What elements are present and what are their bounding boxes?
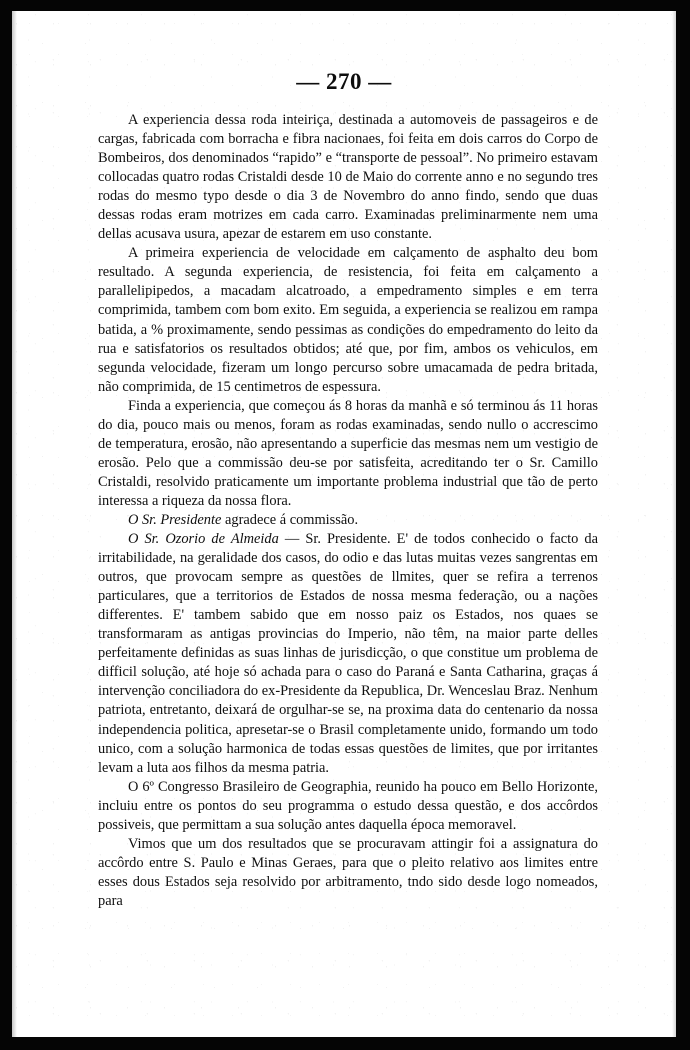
- document-page: [12, 11, 676, 1037]
- speaker-name: O Sr. Ozorio de Almeida: [128, 531, 279, 548]
- text-column: [98, 111, 598, 911]
- paragraph: O 6º Congresso Brasileiro de Geographia, reunido ha pouco em Bello Horizonte, incluiu entre os pontos do seu programma o estudo dessa questão, e dos accôrdos possiveis, que permittam a sua solução antes daquella época memoravel.: [98, 778, 598, 833]
- paragraph: Finda a experiencia, que começou ás 8 horas da manhã e só terminou ás 11 horas do dia, pouco mais ou menos, foram as rodas examinadas, sendo nullo o accrescimo de temperatura, erosão, não apresentando a superficie das mesmas nem um vestigio de erosão. Pelo que a commissão deu-se por satisfeita, acreditando ter o Sr. Camillo Cristaldi, resolvido praticamente um importante problema industrial que tão de perto interessa a riqueza da nossa flora.: [98, 397, 598, 509]
- speech-paragraph: [98, 530, 598, 778]
- paragraph: A primeira experiencia de velocidade em calçamento de asphalto deu bom resultado. A segunda experiencia, de resistencia, foi feita em calçamento a parallelipipedos, a macadam alcatroado, a empedramento simples e em terra comprimida, tambem com bom exito. Em seguida, a experiencia se realizou em rampa batida, a % proximamente, sendo pessimas as condições do empedramento do leito da rua e satisfatorios os resultados obtidos; até que, por fim, ambos os vehiculos, em segunda velocidade, fizeram um longo percurso sobre umacamada de pedra britada, não comprimida, de 15 centimetros de espessura.: [98, 245, 598, 395]
- speaker-name: O Sr. Presidente: [128, 511, 222, 528]
- paragraph: Vimos que um dos resultados que se procuravam attingir foi a assignatura do accôrdo entre S. Paulo e Minas Geraes, para que o pleito relativo aos limites entre esses dous Estados seja resolvido por arbitramento, tndo sido desde logo nomeados, para: [98, 835, 598, 909]
- page-number: — 270 —: [296, 69, 392, 94]
- speech-text: agradece á commissão.: [221, 511, 359, 528]
- speech-text: — Sr. Presidente. E' de todos conhecido o facto da irritabilidade, na geralidade dos casos, do odio e das lutas muitas vezes sangrentas em outros, que provocam sempre as questões de llmites, quer se refira a terrenos particulares, que a territorios de Estados de nossa mesma federação, ou a nações differentes. E' tambem sabido que em nosso paiz os Estados, nos quaes se transformaram as antigas provincias do Imperio, não têm, na maior parte delles perfeitamente definidas as suas linhas de jurisdicção, o que constitue um problema de difficil solução, até hoje só achada para o caso do Paraná e Santa Catharina, graças á intervenção conciliadora do ex-Presidente da Republica, Dr. Wenceslau Braz. Nenhum patriota, entretanto, deixará de orgulhar-se se, na proxima data do centenario da nossa independencia politica, apresetar-se o Brasil completamente unido, formando um todo unico, com a solução harmonica de todas essas questões de limites, que por irritantes levam a luta aos filhos da mesma patria.: [98, 531, 598, 776]
- paragraph: A experiencia dessa roda inteiriça, destinada a automoveis de passageiros e de cargas, fabricada com borracha e fibra nacionaes, foi feita em dois carros do Corpo de Bombeiros, dos denominados “rapido” e “transporte de pessoal”. No primeiro estavam collocadas quatro rodas Cristaldi desde 10 de Maio do corrente anno e no segundo tres rodas do mesmo typo desde o dia 3 de Novembro do anno findo, sendo que duas dessas rodas eram motrizes em cada carro. Examinadas preliminarmente nem uma dellas acusava usura, apezar de estarem em uso constante.: [98, 112, 598, 243]
- speech-paragraph: [98, 511, 598, 530]
